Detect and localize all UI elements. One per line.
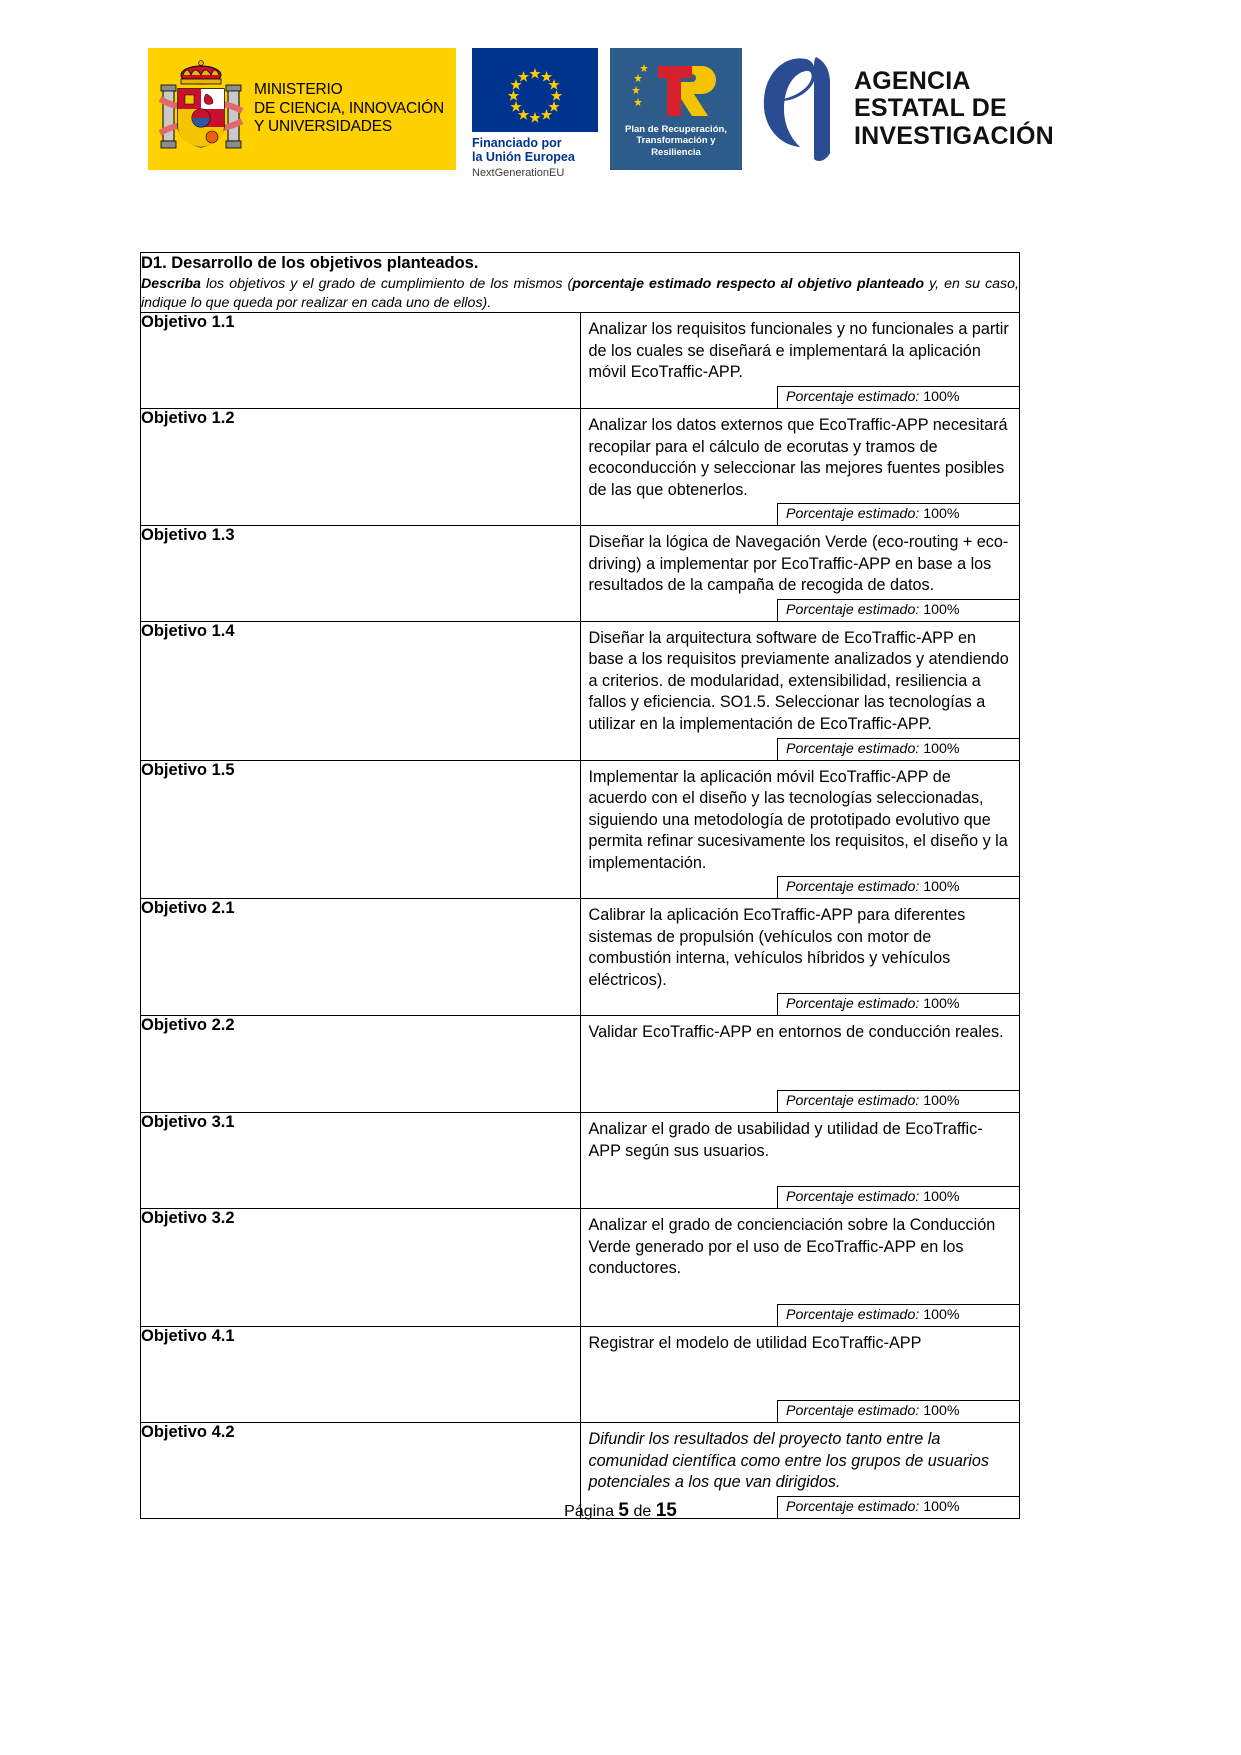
percentage-label: Porcentaje estimado: [786, 996, 920, 1013]
objective-blank-space [581, 1044, 1020, 1088]
eu-caption [472, 136, 598, 179]
percentage-row [581, 1090, 1020, 1112]
objective-label-cell: Objetivo 1.2 [141, 408, 581, 525]
objetivos-table-wrapper [140, 252, 1020, 1519]
percentage-label: Porcentaje estimado: [786, 879, 920, 896]
objective-label-cell: Objetivo 1.4 [141, 621, 581, 760]
objective-body-cell [580, 1326, 1020, 1423]
objective-body-cell [580, 1209, 1020, 1327]
percentage-row [581, 1186, 1020, 1208]
aei-line-2: ESTATAL DE [854, 94, 1007, 123]
eu-flag-icon [472, 48, 598, 132]
footer-middle: de [629, 1503, 656, 1520]
table-row [141, 1113, 1020, 1209]
table-row [141, 1326, 1020, 1423]
objective-body-cell [580, 408, 1020, 525]
percentage-value: 100% [923, 879, 960, 896]
objective-label-cell: Objetivo 2.1 [141, 899, 581, 1016]
objective-body-cell [580, 313, 1020, 409]
eu-next-generation-label: NextGenerationEU [472, 166, 565, 179]
percentage-box [777, 1304, 1019, 1326]
objective-text: Analizar los datos externos que EcoTraffic-APP necesitará recopilar para el cálculo de ecorutas y tramos de ecoconducción y seleccionar las mejores fuentes posibles de las que obtenerlos. [588, 415, 1008, 499]
percentage-value: 100% [923, 506, 960, 523]
percentage-value: 100% [923, 1498, 960, 1515]
percentage-value: 100% [923, 996, 960, 1013]
objective-text: Diseñar la lógica de Navegación Verde (eco-routing + eco-driving) a implementar por EcoTraffic-APP en base a los resultados de la campaña de recogida de datos. [588, 533, 1009, 595]
objective-label-cell: Objetivo 1.5 [141, 760, 581, 899]
institutional-logo-band [148, 48, 1054, 188]
eu-funding-logo [472, 48, 598, 179]
footer-total-pages: 15 [655, 1500, 677, 1521]
ministerio-logo-text [254, 81, 444, 138]
percentage-box [777, 503, 1019, 525]
objective-body-cell [580, 899, 1020, 1016]
table-header-row [141, 253, 1020, 313]
percentage-row [581, 738, 1020, 760]
objective-body-cell [580, 1113, 1020, 1209]
objective-body-cell [580, 760, 1020, 899]
percentage-label: Porcentaje estimado: [786, 1306, 920, 1323]
percentage-label: Porcentaje estimado: [786, 1403, 920, 1420]
aei-logo-text [854, 68, 1054, 151]
agencia-estatal-investigacion-logo [756, 48, 1054, 170]
percentage-row [581, 503, 1020, 525]
table-row [141, 1016, 1020, 1113]
objective-label-cell: Objetivo 1.3 [141, 526, 581, 622]
percentage-box [777, 1186, 1019, 1208]
ministerio-logo [148, 48, 456, 170]
header-desc-part-1: los objetivos y el grado de cumplimiento de los mismos ( [200, 276, 573, 293]
objective-text: Validar EcoTraffic-APP en entornos de conducción reales. [588, 1023, 1004, 1042]
percentage-box [777, 1400, 1019, 1422]
objective-blank-space [581, 1162, 1020, 1184]
header-desc-part-2: y, en su caso, indique lo que queda por realizar en cada uno de ellos). [141, 276, 1019, 311]
percentage-value: 100% [923, 388, 960, 405]
objective-blank-space [581, 1354, 1020, 1398]
eu-caption-line-1: Financiado por [472, 136, 562, 150]
percentage-row [581, 876, 1020, 898]
prtr-mark-icon [628, 60, 724, 118]
objective-text: Analizar el grado de concienciación sobre la Conducción Verde generado por el uso de EcoTraffic-APP en los conductores. [588, 1216, 996, 1278]
footer-prefix: Página [564, 1503, 619, 1520]
objective-text: Calibrar la aplicación EcoTraffic-APP para diferentes sistemas de propulsión (vehículos con motor de combustión interna, vehículos híbridos y vehículos eléctricos). [588, 906, 966, 989]
objective-text: Registrar el modelo de utilidad EcoTraffic-APP [588, 1333, 922, 1352]
header-desc-bold-1: Describa [141, 276, 201, 293]
objective-text: Difundir los resultados del proyecto tanto entre la comunidad científica como entre los grupos de usuarios potenciales a los que van dirigidos. [588, 1430, 989, 1492]
table-header-cell [141, 253, 1020, 313]
objective-label-cell: Objetivo 1.1 [141, 313, 581, 409]
percentage-label: Porcentaje estimado: [786, 506, 920, 523]
objective-text: Analizar el grado de usabilidad y utilidad de EcoTraffic-APP según sus usuarios. [588, 1120, 983, 1160]
percentage-row [581, 386, 1020, 408]
objective-label-cell: Objetivo 3.2 [141, 1209, 581, 1327]
percentage-label: Porcentaje estimado: [786, 1498, 920, 1515]
table-row [141, 313, 1020, 409]
header-desc-bold-2: porcentaje estimado respecto al objetivo planteado [572, 276, 925, 293]
percentage-value: 100% [923, 1403, 960, 1420]
objective-text: Diseñar la arquitectura software de EcoTraffic-APP en base a los requisitos previamente analizados y atendiendo a criterios. de modularidad, extensibilidad, resiliencia a fallos y eficiencia. SO1.5. Seleccionar las tecnologías a utilizar en la implementación de EcoTraffic-APP. [588, 628, 1009, 733]
percentage-box [777, 738, 1019, 760]
percentage-value: 100% [923, 1189, 960, 1206]
eu-caption-line-2: la Unión Europea [472, 150, 575, 165]
aei-line-1: AGENCIA [854, 66, 971, 95]
objective-label-cell: Objetivo 3.1 [141, 1113, 581, 1209]
percentage-row [581, 993, 1020, 1015]
objective-label-cell: Objetivo 4.2 [141, 1423, 581, 1519]
objective-body-cell [580, 526, 1020, 622]
table-row [141, 1209, 1020, 1327]
percentage-label: Porcentaje estimado: [786, 1189, 920, 1206]
table-row [141, 899, 1020, 1016]
percentage-box [777, 1090, 1019, 1112]
ministerio-line-3: Y UNIVERSIDADES [254, 118, 392, 136]
aei-line-3: INVESTIGACIÓN [854, 121, 1054, 150]
percentage-value: 100% [923, 1093, 960, 1110]
percentage-box [777, 599, 1019, 621]
objetivos-table-body [141, 253, 1020, 1519]
table-header-description [141, 275, 1019, 312]
footer-page-number: 5 [618, 1500, 629, 1521]
table-row [141, 760, 1020, 899]
percentage-label: Porcentaje estimado: [786, 740, 920, 757]
percentage-row [581, 1304, 1020, 1326]
objective-label-cell: Objetivo 4.1 [141, 1326, 581, 1423]
objective-label-cell: Objetivo 2.2 [141, 1016, 581, 1113]
table-row [141, 621, 1020, 760]
prtr-line-1: Plan de Recuperación, [625, 124, 727, 136]
percentage-label: Porcentaje estimado: [786, 601, 920, 618]
objective-body-cell [580, 621, 1020, 760]
percentage-label: Porcentaje estimado: [786, 388, 920, 405]
ministerio-line-1: MINISTERIO [254, 80, 343, 98]
page-footer [0, 1500, 1241, 1522]
spain-coat-of-arms-icon [158, 59, 244, 159]
percentage-row [581, 1400, 1020, 1422]
objective-text: Analizar los requisitos funcionales y no funcionales a partir de los cuales se diseñará e implementará la aplicación móvil EcoTraffic-APP. [588, 320, 1009, 382]
objective-blank-space [581, 1280, 1020, 1302]
table-row [141, 526, 1020, 622]
percentage-row [581, 599, 1020, 621]
percentage-value: 100% [923, 1306, 960, 1323]
objective-text: Implementar la aplicación móvil EcoTraffic-APP de acuerdo con el diseño y las tecnologías seleccionadas, siguiendo una metodología de prototipado evolutivo que permita refinar sucesivamente los requisitos, el diseño y la implementación. [588, 767, 1008, 872]
percentage-box [777, 993, 1019, 1015]
percentage-box [777, 386, 1019, 408]
prtr-line-2: Transformación y [636, 135, 716, 147]
table-row [141, 408, 1020, 525]
prtr-caption [625, 124, 727, 158]
objective-body-cell [580, 1016, 1020, 1113]
aei-e-mark-icon [756, 53, 842, 165]
prtr-line-3: Resiliencia [651, 146, 701, 158]
ministerio-line-2: DE CIENCIA, INNOVACIÓN [254, 99, 444, 117]
percentage-value: 100% [923, 601, 960, 618]
percentage-box [777, 876, 1019, 898]
plan-recuperacion-logo [610, 48, 742, 170]
percentage-value: 100% [923, 740, 960, 757]
table-header-title: D1. Desarrollo de los objetivos planteados. [141, 254, 479, 272]
percentage-label: Porcentaje estimado: [786, 1093, 920, 1110]
objetivos-table [140, 252, 1020, 1519]
